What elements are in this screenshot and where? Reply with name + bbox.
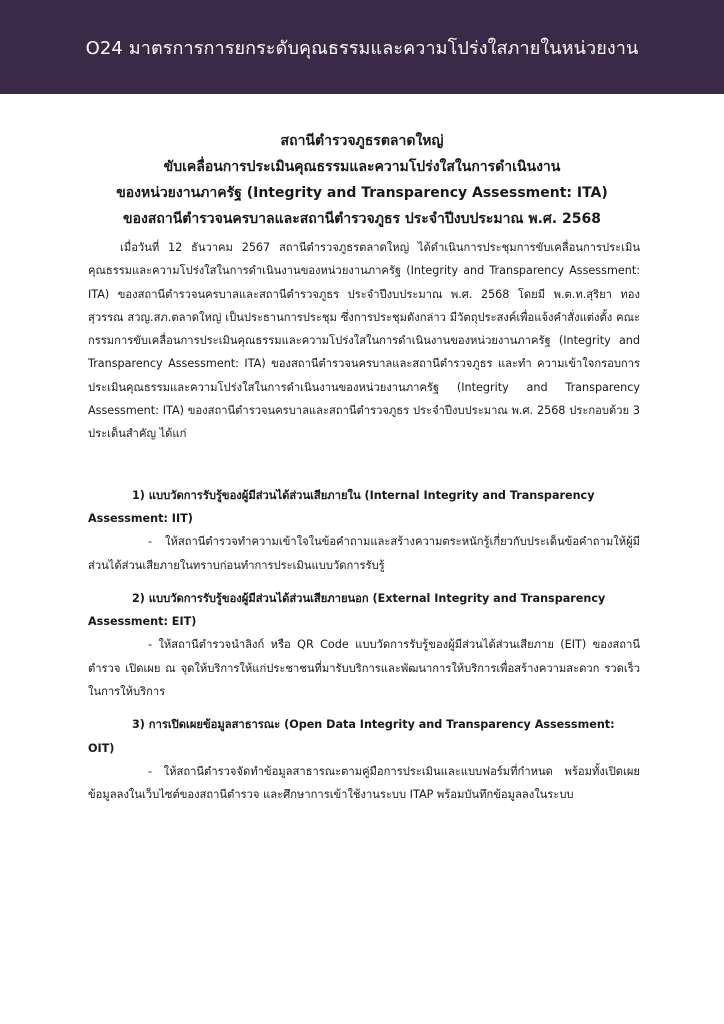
title-line-agency: ของหน่วยงานภาครัฐ (Integrity and Transparency Assessment: ITA): [116, 185, 608, 201]
header-title: O24 มาตรการการยกระดับคุณธรรมและความโปร่งใสภายในหน่วยงาน: [85, 37, 639, 59]
document-title: [60, 128, 664, 232]
section-oit: [88, 713, 640, 806]
section-body: - ให้สถานีตำรวจจัดทำข้อมูลสาธารณะตามคู่มือการประเมินและแบบฟอร์มที่กำหนด พร้อมทั้งเปิดเผยข้อมูลลงในเว็บไซต์ของสถานีตำรวจ และศึกษาการเข้าใช้งานระบบ ITAP พร้อมบันทึกข้อมูลลงในระบบ: [88, 764, 640, 802]
section-body: - ให้สถานีตำรวจทำความเข้าใจในข้อคำถามและสร้างความตระหนักรู้เกี่ยวกับประเด็นข้อคำถามให้ผู้มีส่วนได้ส่วนเสียภายในทราบก่อนทำการประเมินแบบวัดการรับรู้: [88, 535, 640, 572]
title-line-station: สถานีตำรวจภูธรตลาดใหญ่: [280, 133, 444, 149]
section-heading: 3) การเปิดเผยข้อมูลสาธารณะ (Open Data Integrity and Transparency Assessment: OIT): [88, 718, 615, 755]
page-header: [0, 0, 724, 94]
section-heading: 1) แบบวัดการรับรู้ของผู้มีส่วนได้ส่วนเสียภายใน (Internal Integrity and Transparency Assessment: IIT): [88, 488, 595, 525]
section-eit: [88, 587, 640, 703]
title-line-subject: ขับเคลื่อนการประเมินคุณธรรมและความโปร่งใสในการดำเนินงาน: [163, 159, 561, 175]
document-body: [88, 236, 640, 807]
section-body: - ให้สถานีตำรวจนำลิงก์ หรือ QR Code แบบวัดการรับรู้ของผู้มีส่วนได้ส่วนเสียภาย (EIT) ของสถานีตำรวจ เปิดเผย ณ จุดให้บริการให้แก่ประชาชนที่มารับบริการและพัฒนาการให้บริการเพื่อสร้างความสะดวก รวดเร็วในการให้บริการ: [88, 638, 640, 699]
section-iit: [88, 484, 640, 577]
section-heading: 2) แบบวัดการรับรู้ของผู้มีส่วนได้ส่วนเสียภายนอก (External Integrity and Transparency Assessment: EIT): [88, 591, 606, 629]
intro-paragraph: เมื่อวันที่ 12 ธันวาคม 2567 สถานีตำรวจภูธรตลาดใหญ่ ได้ดำเนินการประชุมการขับเคลื่อนการประเมิน คุณธรรมและความโปร่งใสในการดำเนินงานของหน่วยงานภาครัฐ (Integrity and Transparency Assessment: ITA) ของสถานีตำรวจนครบาลและสถานีตำรวจภูธร ประจำปีงบประมาณ พ.ศ. 2568 โดยมี พ.ต.ท.สุริยา ทองสุวรรณ สวญ.สภ.ตลาดใหญ่ เป็นประธานการประชุม ซึ่งการประชุมดังกล่าว มีวัตถุประสงค์เพื่อแจ้งคำสั่งแต่งตั้ง คณะกรรมการขับเคลื่อนการประเมินคุณธรรมและความโปร่งใสในการดำเนินงานของหน่วยงานภาครัฐ (Integrity and Transparency Assessment: ITA) ของสถานีตำรวจนครบาลและสถานีตำรวจภูธร และทำ ความเข้าใจกรอบการประเมินคุณธรรมและความโปร่งใสในการดำเนินงานของหน่วยงานภาครัฐ (Integrity and Transparency Assessment: ITA) ของสถานีตำรวจนครบาลและสถานีตำรวจภูธร ประจำปีงบประมาณ พ.ศ. 2568 ประกอบด้วย 3 ประเด็นสำคัญ ได้แก่: [88, 241, 640, 441]
title-line-fiscal-year: ของสถานีตำรวจนครบาลและสถานีตำรวจภูธร ประจำปีงบประมาณ พ.ศ. 2568: [123, 211, 601, 227]
